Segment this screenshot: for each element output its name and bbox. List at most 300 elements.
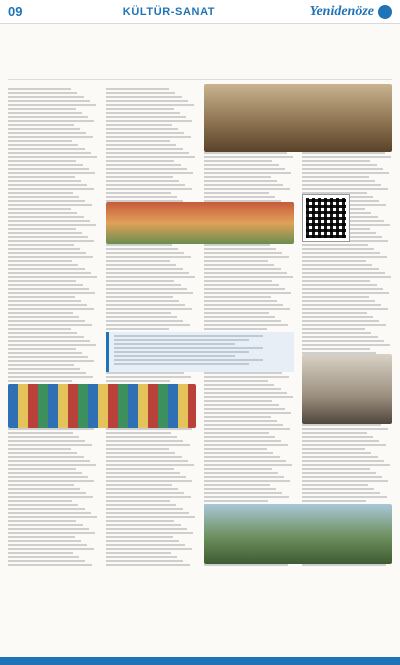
text-line-placeholder [302, 168, 383, 170]
text-line-placeholder [302, 344, 390, 346]
text-line-placeholder [8, 476, 88, 478]
text-line-placeholder [204, 380, 268, 382]
text-line-placeholder [302, 156, 391, 158]
text-line-placeholder [106, 324, 190, 326]
text-line-placeholder [106, 104, 194, 106]
text-line-placeholder [8, 332, 77, 334]
text-line-placeholder [106, 88, 169, 90]
text-line-placeholder [302, 460, 384, 462]
text-line-placeholder [204, 484, 270, 486]
text-line-placeholder [8, 272, 91, 274]
text-line-placeholder [8, 436, 79, 438]
text-line-placeholder [106, 172, 193, 174]
text-line-placeholder [204, 436, 275, 438]
text-line-placeholder [8, 328, 71, 330]
text-line-placeholder [8, 468, 76, 470]
text-line-placeholder [8, 204, 92, 206]
text-line-placeholder [106, 320, 183, 322]
text-line-placeholder [106, 188, 192, 190]
text-line-placeholder [106, 180, 179, 182]
text-line-placeholder [204, 428, 290, 430]
text-line-placeholder [106, 112, 180, 114]
text-line-placeholder [8, 240, 94, 242]
text-line-placeholder [8, 360, 94, 362]
text-line-placeholder [302, 476, 382, 478]
text-line-placeholder [204, 188, 290, 190]
text-line-placeholder [114, 347, 263, 349]
text-line-placeholder [106, 92, 175, 94]
text-line-placeholder [8, 532, 95, 534]
text-line-placeholder [106, 472, 180, 474]
text-line-placeholder [106, 456, 182, 458]
text-line-placeholder [106, 500, 170, 502]
text-line-placeholder [8, 116, 88, 118]
text-line-placeholder [8, 236, 88, 238]
text-line-placeholder [302, 424, 381, 426]
text-line-placeholder [114, 343, 235, 345]
text-line-placeholder [302, 332, 371, 334]
text-line-placeholder [8, 472, 82, 474]
text-line-placeholder [106, 148, 183, 150]
text-line-placeholder [106, 564, 190, 566]
text-line-placeholder [204, 376, 289, 378]
text-line-placeholder [204, 396, 293, 398]
text-line-placeholder [204, 304, 283, 306]
text-line-placeholder [204, 264, 274, 266]
text-line-placeholder [8, 324, 92, 326]
text-line-placeholder [8, 536, 75, 538]
text-line-placeholder [302, 492, 380, 494]
text-line-placeholder [106, 540, 179, 542]
text-line-placeholder [8, 344, 96, 346]
text-line-placeholder [8, 132, 86, 134]
text-line-placeholder [8, 288, 89, 290]
text-line-placeholder [8, 540, 81, 542]
text-line-placeholder [8, 112, 82, 114]
text-line-placeholder [106, 304, 185, 306]
text-line-placeholder [114, 363, 249, 365]
text-line-placeholder [114, 335, 263, 337]
text-line-placeholder [106, 284, 181, 286]
text-line-placeholder [8, 260, 72, 262]
text-line-placeholder [204, 464, 292, 466]
text-line-placeholder [8, 152, 91, 154]
text-line-placeholder [204, 284, 279, 286]
text-line-placeholder [8, 216, 84, 218]
brand-mark-icon [378, 5, 392, 19]
headline-block [8, 28, 392, 80]
news-photo [8, 384, 196, 428]
text-line-placeholder [302, 316, 373, 318]
text-line-placeholder [8, 104, 96, 106]
text-line-placeholder [204, 288, 285, 290]
text-line-placeholder [106, 480, 192, 482]
text-line-placeholder [8, 548, 94, 550]
text-line-placeholder [302, 428, 388, 430]
text-line-placeholder [106, 296, 173, 298]
text-line-placeholder [204, 448, 267, 450]
text-line-placeholder [204, 156, 293, 158]
text-line-placeholder [302, 448, 365, 450]
text-line-placeholder [302, 440, 379, 442]
text-line-placeholder [204, 312, 269, 314]
text-line-placeholder [204, 280, 272, 282]
text-line-placeholder [8, 432, 73, 434]
text-line-placeholder [8, 364, 74, 366]
text-line-placeholder [204, 392, 287, 394]
text-line-placeholder [8, 156, 97, 158]
text-line-placeholder [106, 328, 169, 330]
text-line-placeholder [8, 452, 77, 454]
text-line-placeholder [302, 284, 377, 286]
body-text [8, 88, 98, 566]
text-line-placeholder [302, 488, 374, 490]
text-line-placeholder [302, 308, 388, 310]
text-line-placeholder [8, 284, 83, 286]
text-line-placeholder [204, 408, 285, 410]
text-line-placeholder [204, 400, 272, 402]
text-line-placeholder [106, 556, 177, 558]
text-line-placeholder [8, 256, 93, 258]
text-line-placeholder [8, 304, 87, 306]
text-line-placeholder [302, 176, 369, 178]
text-line-placeholder [8, 296, 75, 298]
text-line-placeholder [106, 512, 189, 514]
text-line-placeholder [8, 516, 97, 518]
text-line-placeholder [204, 164, 279, 166]
text-line-placeholder [106, 532, 193, 534]
text-line-placeholder [8, 348, 76, 350]
text-line-placeholder [204, 160, 272, 162]
text-line-placeholder [8, 200, 85, 202]
text-line-placeholder [204, 268, 281, 270]
text-line-placeholder [106, 536, 173, 538]
text-line-placeholder [8, 312, 73, 314]
text-line-placeholder [8, 212, 77, 214]
body-text [106, 88, 196, 566]
text-line-placeholder [8, 492, 86, 494]
text-line-placeholder [8, 280, 76, 282]
text-line-placeholder [106, 372, 184, 374]
text-line-placeholder [204, 488, 276, 490]
text-line-placeholder [106, 196, 177, 198]
text-line-placeholder [106, 504, 176, 506]
text-line-placeholder [204, 328, 267, 330]
text-line-placeholder [302, 456, 378, 458]
text-line-placeholder [302, 464, 390, 466]
text-line-placeholder [106, 160, 174, 162]
text-line-placeholder [204, 412, 291, 414]
text-line-placeholder [302, 260, 366, 262]
text-line-placeholder [302, 152, 385, 154]
text-line-placeholder [106, 548, 192, 550]
text-line-placeholder [8, 356, 88, 358]
text-line-placeholder [8, 128, 80, 130]
text-line-placeholder [302, 324, 386, 326]
text-line-placeholder [204, 496, 289, 498]
text-line-placeholder [106, 380, 170, 382]
text-line-placeholder [8, 192, 73, 194]
text-line-placeholder [8, 264, 78, 266]
masthead [0, 0, 400, 24]
text-line-placeholder [106, 288, 187, 290]
text-line-placeholder [204, 256, 289, 258]
text-line-placeholder [106, 116, 186, 118]
text-line-placeholder [204, 472, 278, 474]
text-line-placeholder [204, 480, 290, 482]
text-line-placeholder [204, 476, 284, 478]
text-line-placeholder [302, 180, 375, 182]
text-line-placeholder [106, 176, 173, 178]
text-line-placeholder [8, 448, 71, 450]
text-line-placeholder [204, 468, 272, 470]
text-line-placeholder [8, 480, 94, 482]
brand-name: Yenidenöze [309, 3, 374, 19]
text-line-placeholder [302, 336, 378, 338]
text-line-placeholder [204, 500, 268, 502]
page-number: 09 [8, 4, 23, 19]
text-line-placeholder [106, 108, 174, 110]
text-line-placeholder [106, 440, 183, 442]
text-line-placeholder [302, 276, 391, 278]
text-line-placeholder [8, 556, 79, 558]
text-line-placeholder [106, 156, 195, 158]
text-line-placeholder [204, 292, 291, 294]
text-line-placeholder [8, 308, 94, 310]
text-line-placeholder [204, 432, 269, 434]
text-line-placeholder [302, 244, 368, 246]
text-line-placeholder [302, 160, 370, 162]
text-line-placeholder [8, 512, 91, 514]
text-line-placeholder [106, 308, 192, 310]
text-line-placeholder [106, 312, 171, 314]
text-line-placeholder [204, 184, 283, 186]
text-line-placeholder [8, 188, 94, 190]
text-line-placeholder [302, 564, 386, 566]
text-line-placeholder [106, 432, 171, 434]
text-line-placeholder [8, 136, 93, 138]
text-line-placeholder [8, 336, 84, 338]
text-line-placeholder [106, 280, 174, 282]
text-line-placeholder [8, 520, 76, 522]
text-line-placeholder [106, 516, 195, 518]
text-line-placeholder [302, 280, 370, 282]
text-line-placeholder [106, 492, 184, 494]
text-line-placeholder [204, 176, 271, 178]
text-line-placeholder [8, 316, 79, 318]
text-line-placeholder [106, 468, 174, 470]
text-line-placeholder [106, 260, 170, 262]
article-column-1 [8, 84, 98, 656]
text-line-placeholder [8, 148, 85, 150]
text-line-placeholder [302, 304, 381, 306]
text-line-placeholder [8, 96, 84, 98]
text-line-placeholder [8, 456, 84, 458]
text-line-placeholder [8, 224, 96, 226]
text-line-placeholder [302, 432, 367, 434]
text-line-placeholder [204, 248, 276, 250]
text-line-placeholder [204, 456, 280, 458]
text-line-placeholder [204, 440, 281, 442]
text-line-placeholder [204, 416, 271, 418]
text-line-placeholder [204, 276, 293, 278]
text-line-placeholder [8, 376, 93, 378]
body-text [302, 88, 392, 566]
text-line-placeholder [8, 564, 92, 566]
text-line-placeholder [8, 252, 86, 254]
text-line-placeholder [106, 128, 178, 130]
text-line-placeholder [114, 359, 263, 361]
text-line-placeholder [204, 272, 287, 274]
masthead-left [8, 4, 28, 19]
text-line-placeholder [8, 300, 81, 302]
text-line-placeholder [302, 252, 380, 254]
text-line-placeholder [8, 500, 72, 502]
text-line-placeholder [8, 464, 96, 466]
news-photo [106, 202, 294, 244]
text-line-placeholder [302, 184, 381, 186]
text-line-placeholder [106, 292, 193, 294]
text-line-placeholder [106, 464, 194, 466]
text-line-placeholder [204, 492, 282, 494]
text-line-placeholder [204, 384, 274, 386]
news-photo [204, 504, 392, 564]
text-line-placeholder [302, 164, 377, 166]
text-line-placeholder [8, 380, 72, 382]
text-line-placeholder [8, 88, 71, 90]
text-line-placeholder [106, 264, 176, 266]
text-line-placeholder [106, 460, 188, 462]
text-line-placeholder [204, 444, 288, 446]
text-line-placeholder [302, 248, 374, 250]
text-line-placeholder [106, 444, 190, 446]
text-line-placeholder [204, 196, 275, 198]
text-line-placeholder [8, 160, 76, 162]
text-line-placeholder [302, 288, 383, 290]
body-text [204, 88, 294, 566]
text-line-placeholder [8, 92, 77, 94]
text-line-placeholder [8, 144, 78, 146]
text-line-placeholder [302, 468, 370, 470]
text-line-placeholder [8, 220, 90, 222]
text-line-placeholder [8, 268, 85, 270]
text-line-placeholder [8, 488, 80, 490]
text-line-placeholder [8, 544, 87, 546]
text-line-placeholder [106, 100, 188, 102]
text-line-placeholder [8, 180, 81, 182]
text-line-placeholder [8, 552, 73, 554]
text-line-placeholder [106, 164, 181, 166]
text-line-placeholder [8, 352, 82, 354]
text-line-placeholder [8, 504, 78, 506]
text-line-placeholder [106, 552, 171, 554]
text-line-placeholder [204, 260, 268, 262]
text-line-placeholder [106, 144, 176, 146]
text-line-placeholder [204, 296, 271, 298]
text-line-placeholder [8, 176, 75, 178]
text-line-placeholder [106, 436, 177, 438]
text-line-placeholder [8, 168, 89, 170]
text-line-placeholder [302, 496, 387, 498]
text-line-placeholder [106, 140, 170, 142]
text-line-placeholder [106, 276, 195, 278]
text-line-placeholder [8, 460, 90, 462]
text-line-placeholder [8, 340, 90, 342]
text-line-placeholder [106, 508, 183, 510]
text-line-placeholder [302, 328, 365, 330]
qr-code-pattern [306, 198, 346, 238]
text-line-placeholder [204, 320, 281, 322]
text-line-placeholder [8, 320, 85, 322]
section-label: KÜLTÜR-SANAT [122, 5, 216, 18]
text-line-placeholder [106, 248, 178, 250]
text-line-placeholder [106, 136, 191, 138]
qr-code [302, 194, 350, 242]
text-line-placeholder [204, 452, 273, 454]
text-line-placeholder [302, 300, 375, 302]
text-line-placeholder [106, 132, 184, 134]
text-line-placeholder [106, 256, 191, 258]
text-line-placeholder [204, 300, 277, 302]
text-line-placeholder [106, 168, 187, 170]
text-line-placeholder [204, 564, 288, 566]
text-line-placeholder [302, 452, 371, 454]
text-line-placeholder [106, 560, 183, 562]
text-line-placeholder [8, 208, 71, 210]
text-line-placeholder [302, 172, 389, 174]
text-line-placeholder [302, 436, 373, 438]
text-line-placeholder [8, 292, 95, 294]
text-line-placeholder [106, 252, 184, 254]
text-line-placeholder [106, 488, 178, 490]
text-line-placeholder [106, 96, 182, 98]
text-line-placeholder [204, 388, 281, 390]
text-line-placeholder [106, 316, 177, 318]
text-line-placeholder [106, 476, 186, 478]
text-line-placeholder [302, 444, 386, 446]
text-line-placeholder [114, 355, 235, 357]
text-line-placeholder [204, 168, 285, 170]
text-line-placeholder [106, 300, 179, 302]
text-line-placeholder [302, 340, 384, 342]
text-line-placeholder [106, 184, 185, 186]
text-line-placeholder [106, 528, 187, 530]
text-line-placeholder [106, 152, 189, 154]
text-line-placeholder [302, 296, 369, 298]
text-line-placeholder [106, 544, 185, 546]
text-line-placeholder [204, 460, 286, 462]
text-line-placeholder [302, 348, 370, 350]
article-body [8, 84, 392, 656]
text-line-placeholder [8, 248, 80, 250]
text-line-placeholder [8, 428, 94, 430]
text-line-placeholder [204, 192, 269, 194]
text-line-placeholder [302, 320, 379, 322]
text-line-placeholder [106, 124, 172, 126]
text-line-placeholder [302, 256, 387, 258]
text-line-placeholder [8, 440, 85, 442]
text-line-placeholder [302, 312, 367, 314]
text-line-placeholder [204, 244, 270, 246]
text-line-placeholder [8, 164, 83, 166]
text-line-placeholder [106, 452, 175, 454]
text-line-placeholder [8, 228, 76, 230]
text-line-placeholder [8, 276, 97, 278]
text-line-placeholder [204, 420, 277, 422]
text-line-placeholder [8, 496, 93, 498]
text-line-placeholder [302, 500, 366, 502]
text-line-placeholder [204, 372, 282, 374]
